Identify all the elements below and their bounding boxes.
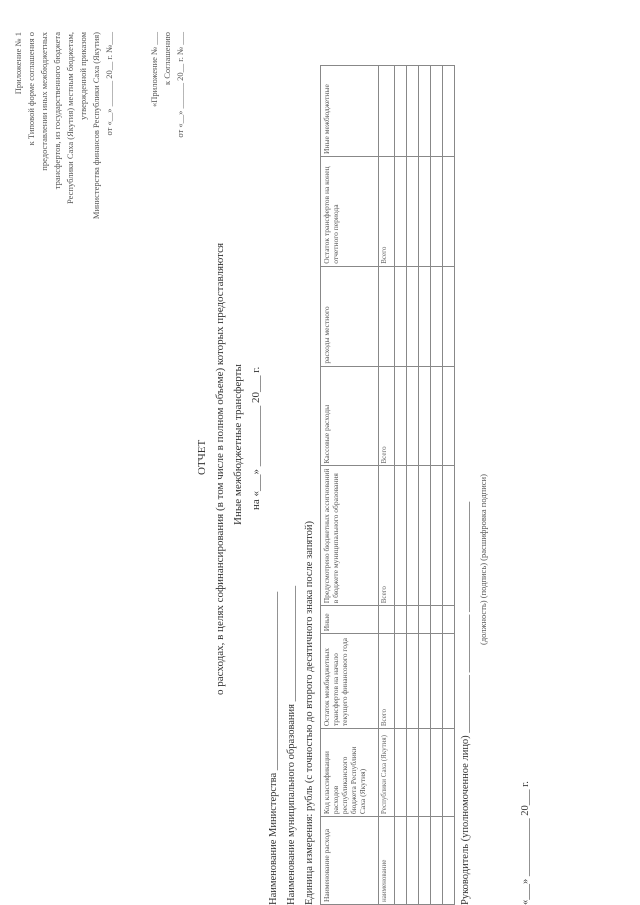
report-subtitle-transfers: Иные межбюджетные трансферты (232, 364, 244, 525)
appendix-line: от «__» ______ 20__ г. №___ (104, 32, 114, 136)
table-row (407, 66, 419, 905)
appendix-sub-block (148, 32, 187, 138)
col-header: расходы местного (321, 266, 379, 366)
table-row (419, 66, 431, 905)
sub-header: наименование (379, 817, 395, 905)
table-row (395, 66, 407, 905)
report-table (320, 65, 455, 905)
table-header-row (321, 66, 379, 905)
col-header: Наименование расхода (321, 817, 379, 905)
col-header: Иные межбюджетные (321, 66, 379, 157)
appendix-sub-line: от «__» ______ 20__ г. № ___ (175, 32, 185, 138)
appendix-line: предоставлении иных межбюджетных (39, 32, 49, 171)
table-subheader-row (379, 66, 395, 905)
signature-captions: (должность) (подпись) (расшифровка подписи) (478, 474, 488, 645)
col-header: Остаток трансфертов на конец отчетного периода (321, 156, 379, 266)
sub-header: Всего (379, 366, 395, 466)
signature-date: «___» ___________ 20___ г. (520, 781, 531, 905)
unit-field: Единица измерения: рубль (с точностью до второго десятичного знака после запятой) (304, 520, 315, 905)
report-title: ОТЧЕТ (196, 439, 208, 475)
table-row (443, 66, 455, 905)
sub-header: Всего (379, 156, 395, 266)
ministry-field: Наименование Министерства __________________________________ (268, 591, 279, 905)
appendix-sub-line: к Соглашению (162, 32, 172, 86)
appendix-line: Приложение № 1 (13, 32, 23, 95)
appendix-line: Республики Саха (Якутия) местным бюджетам, (65, 32, 75, 204)
appendix-block (12, 32, 116, 219)
sub-header: Всего (379, 634, 395, 729)
report-date-line: на «___» ___________ 20___ г. (250, 366, 262, 510)
sub-header: Всего (379, 466, 395, 606)
sub-header: Республики Саха (Якутия) (379, 729, 395, 817)
col-header: Код классификации расходов республиканского бюджета Республики Саха (Якутия) (321, 729, 379, 817)
col-header: Предусмотрено бюджетных ассигнований в бюджете муниципального образования (321, 466, 379, 606)
table-row (431, 66, 443, 905)
col-header: Кассовые расходы (321, 366, 379, 466)
appendix-line: к Типовой форме соглашения о (26, 32, 36, 146)
appendix-line: трансфертов, из государственного бюджета (52, 32, 62, 190)
municipality-field: Наименование муниципального образования ______________________ (286, 585, 297, 905)
appendix-sub-line: «Приложение № ___ (149, 32, 159, 107)
col-header: Остаток межбюджетных трансфертов на начало текущего финансового года (321, 634, 379, 729)
appendix-line: утвержденной приказом (78, 32, 88, 120)
signature-line: Руководитель (уполномоченное лицо) ___________ ___________ _____________________ (460, 501, 471, 905)
appendix-line: Министерства финансов Республики Саха (Якутия) (91, 32, 101, 220)
col-header: Иные (321, 606, 379, 634)
report-subtitle: о расходах, в целях софинансирования (в том числе в полном объеме) которых предоставляются (214, 242, 226, 695)
